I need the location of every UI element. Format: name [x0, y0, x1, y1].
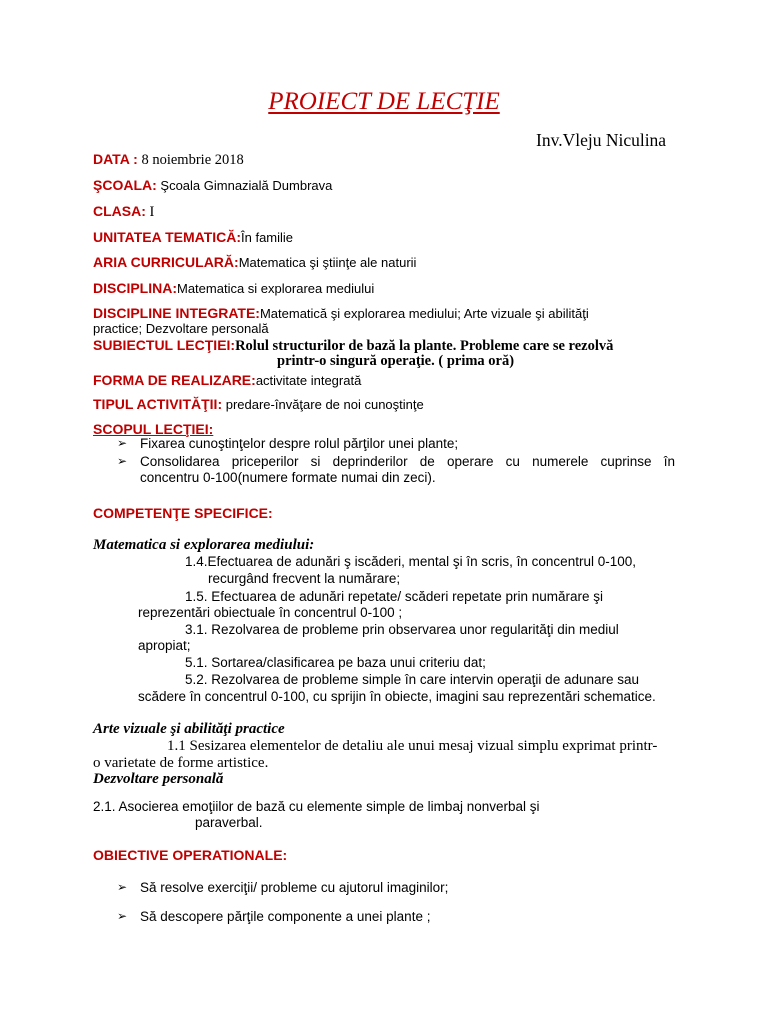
field-value: predare-învăţare de noi cunoştinţe	[222, 397, 424, 412]
competenta-item: 5.1. Sortarea/clasificarea pe baza unui criteriu dat;	[185, 655, 486, 670]
obiectiv-item: Să resolve exerciţii/ probleme cu ajutorul imaginilor;	[140, 880, 449, 895]
field-tipul	[93, 396, 424, 414]
field-value: Rolul structurilor de bază la plante. Probleme care se rezolvă	[235, 338, 614, 354]
arrow-bullet-icon: ➢	[117, 909, 128, 923]
scopul-item: Fixarea cunoştinţelor despre rolul părţilor unei plante;	[140, 436, 459, 451]
field-value: activitate integrată	[255, 373, 362, 388]
competenta-item: 2.1. Asocierea emoţiilor de bază cu elemente simple de limbaj nonverbal şi	[93, 799, 540, 814]
field-label: DATA :	[93, 151, 138, 167]
field-value: În familie	[241, 230, 294, 245]
field-value: I	[145, 204, 155, 220]
scopul-heading: SCOPUL LECŢIEI:	[93, 421, 214, 437]
competenta-item: 1.1 Sesizarea elementelor de detaliu ale unui mesaj vizual simplu exprimat printr-	[167, 738, 658, 754]
dezvoltare-subheading: Dezvoltare personală	[93, 771, 224, 787]
field-label: TIPUL ACTIVITĂŢII:	[93, 396, 223, 412]
arrow-bullet-icon: ➢	[117, 436, 128, 450]
mate-subheading: Matematica si explorarea mediului:	[93, 537, 315, 553]
field-label: CLASA:	[93, 203, 146, 219]
field-forma	[93, 372, 361, 390]
field-label: DISCIPLINE INTEGRATE:	[93, 305, 260, 321]
field-label: SUBIECTUL LECŢIEI:	[93, 337, 236, 353]
field-label: UNITATEA TEMATICĂ:	[93, 229, 242, 245]
field-label: ARIA CURRICULARĂ:	[93, 254, 239, 270]
field-value: Matematica si explorarea mediului	[177, 281, 375, 296]
competenta-item: 3.1. Rezolvarea de probleme prin observarea unor regularităţi din mediul	[185, 622, 619, 637]
competenta-item-continued: recurgând frecvent la numărare;	[208, 571, 401, 586]
field-clasa	[93, 203, 154, 221]
field-value: Matematică şi explorarea mediului; Arte vizuale şi abilităţi	[259, 306, 589, 321]
arrow-bullet-icon: ➢	[117, 880, 128, 894]
field-label: ŞCOALA:	[93, 177, 157, 193]
competenta-item-continued: reprezentări obiectuale în concentrul 0-100 ;	[138, 605, 403, 620]
field-unitatea	[93, 229, 293, 247]
field-label: FORMA DE REALIZARE:	[93, 372, 256, 388]
field-value: Matematica şi ştiinţe ale naturii	[238, 255, 417, 270]
field-value: 8 noiembrie 2018	[137, 152, 244, 168]
competenta-item-continued: paraverbal.	[195, 815, 263, 830]
field-value-continued: printr-o singură operaţie. ( prima oră)	[277, 353, 515, 369]
competenta-item-continued: o varietate de forme artistice.	[93, 755, 269, 771]
arrow-bullet-icon: ➢	[117, 454, 128, 468]
scopul-item: Consolidarea priceperilor si deprinderilor de operare cu numerele cuprinse în	[140, 454, 675, 469]
competenta-item: 5.2. Rezolvarea de probleme simple în care intervin operaţii de adunare sau	[185, 672, 640, 687]
competente-heading: COMPETENŢE SPECIFICE:	[93, 505, 273, 521]
competenta-item: 1.4.Efectuarea de adunări ş iscăderi, mental şi în scris, în concentrul 0-100,	[185, 554, 636, 569]
obiective-heading: OBIECTIVE OPERATIONALE:	[93, 847, 288, 863]
field-disciplina	[93, 280, 374, 298]
page-title: PROIECT DE LECŢIE	[268, 88, 500, 115]
obiectiv-item: Să descopere părţile componente a unei plante ;	[140, 909, 431, 924]
competenta-item-continued: scădere în concentrul 0-100, cu sprijin în obiecte, imagini sau reprezentări schematice.	[138, 689, 656, 704]
field-value-continued: practice; Dezvoltare personală	[93, 321, 269, 336]
field-data	[93, 151, 244, 169]
scopul-item-continued: concentru 0-100(numere formate numai din zeci).	[140, 470, 436, 485]
arte-subheading: Arte vizuale şi abilităţi practice	[93, 721, 285, 737]
competenta-item-continued: apropiat;	[138, 638, 191, 653]
competenta-item: 1.5. Efectuarea de adunări repetate/ scăderi repetate prin numărare şi	[185, 589, 603, 604]
field-scoala	[93, 177, 332, 195]
field-aria	[93, 254, 416, 272]
author-name: Inv.Vleju Niculina	[536, 130, 667, 150]
field-label: DISCIPLINA:	[93, 280, 177, 296]
field-value: Şcoala Gimnazială Dumbrava	[156, 178, 333, 193]
